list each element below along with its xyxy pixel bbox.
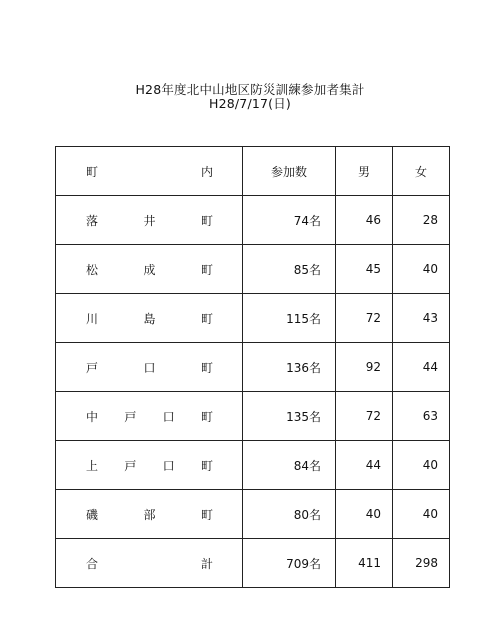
town-name-char: 戸 <box>124 458 137 473</box>
town-name-char: 島 <box>143 311 156 326</box>
town-name <box>56 441 243 490</box>
header-total: 参加数 <box>243 147 336 196</box>
town-name <box>56 196 243 245</box>
town-name-char: 松 <box>86 262 99 277</box>
male-count: 72 <box>336 294 393 343</box>
participant-count: 135名 <box>243 392 336 441</box>
male-count: 45 <box>336 245 393 294</box>
table-row <box>56 294 450 343</box>
report-date: H28/7/17(日) <box>208 96 292 111</box>
participant-count: 136名 <box>243 343 336 392</box>
participant-count: 115名 <box>243 294 336 343</box>
participant-count: 74名 <box>243 196 336 245</box>
town-name-char: 戸 <box>124 409 137 424</box>
town-name-char: 成 <box>143 262 156 277</box>
female-count: 28 <box>393 196 450 245</box>
town-name-char: 磯 <box>86 507 99 522</box>
participants-table <box>55 146 450 588</box>
total-row <box>56 539 450 588</box>
header-town <box>56 147 243 196</box>
header-female: 女 <box>393 147 450 196</box>
female-count: 63 <box>393 392 450 441</box>
town-name-char: 町 <box>200 507 213 522</box>
header-town-char: 内 <box>200 164 213 179</box>
town-name-char: 川 <box>86 311 99 326</box>
town-name-char: 口 <box>162 409 175 424</box>
total-label <box>56 539 243 588</box>
town-name <box>56 490 243 539</box>
town-name-char: 上 <box>86 458 99 473</box>
male-count: 46 <box>336 196 393 245</box>
town-name <box>56 294 243 343</box>
female-count: 44 <box>393 343 450 392</box>
table-row <box>56 441 450 490</box>
town-name <box>56 343 243 392</box>
total-label-char: 合 <box>86 556 99 571</box>
table-row <box>56 490 450 539</box>
town-name-char: 町 <box>200 409 213 424</box>
town-name <box>56 392 243 441</box>
header-male: 男 <box>336 147 393 196</box>
town-name-char: 町 <box>200 360 213 375</box>
town-name-char: 町 <box>200 262 213 277</box>
town-name-char: 中 <box>86 409 99 424</box>
female-count: 40 <box>393 245 450 294</box>
female-count: 43 <box>393 294 450 343</box>
table-row <box>56 196 450 245</box>
female-count: 40 <box>393 490 450 539</box>
grand-total-count: 709名 <box>243 539 336 588</box>
grand-total-female: 298 <box>393 539 450 588</box>
participant-count: 84名 <box>243 441 336 490</box>
table-row <box>56 343 450 392</box>
header-row <box>56 147 450 196</box>
town-name-char: 落 <box>86 213 99 228</box>
town-name-char: 井 <box>143 213 156 228</box>
table-row <box>56 245 450 294</box>
male-count: 72 <box>336 392 393 441</box>
town-name <box>56 245 243 294</box>
town-name-char: 戸 <box>86 360 99 375</box>
participant-count: 85名 <box>243 245 336 294</box>
town-name-char: 町 <box>200 213 213 228</box>
town-name-char: 町 <box>200 458 213 473</box>
town-name-char: 部 <box>143 507 156 522</box>
female-count: 40 <box>393 441 450 490</box>
total-label-char: 計 <box>200 556 213 571</box>
town-name-char: 口 <box>162 458 175 473</box>
participant-count: 80名 <box>243 490 336 539</box>
town-name-char: 口 <box>143 360 156 375</box>
male-count: 40 <box>336 490 393 539</box>
male-count: 44 <box>336 441 393 490</box>
header-town-char: 町 <box>86 164 99 179</box>
male-count: 92 <box>336 343 393 392</box>
grand-total-male: 411 <box>336 539 393 588</box>
report-title: H28年度北中山地区防災訓練参加者集計 <box>135 82 365 97</box>
table-row <box>56 392 450 441</box>
town-name-char: 町 <box>200 311 213 326</box>
